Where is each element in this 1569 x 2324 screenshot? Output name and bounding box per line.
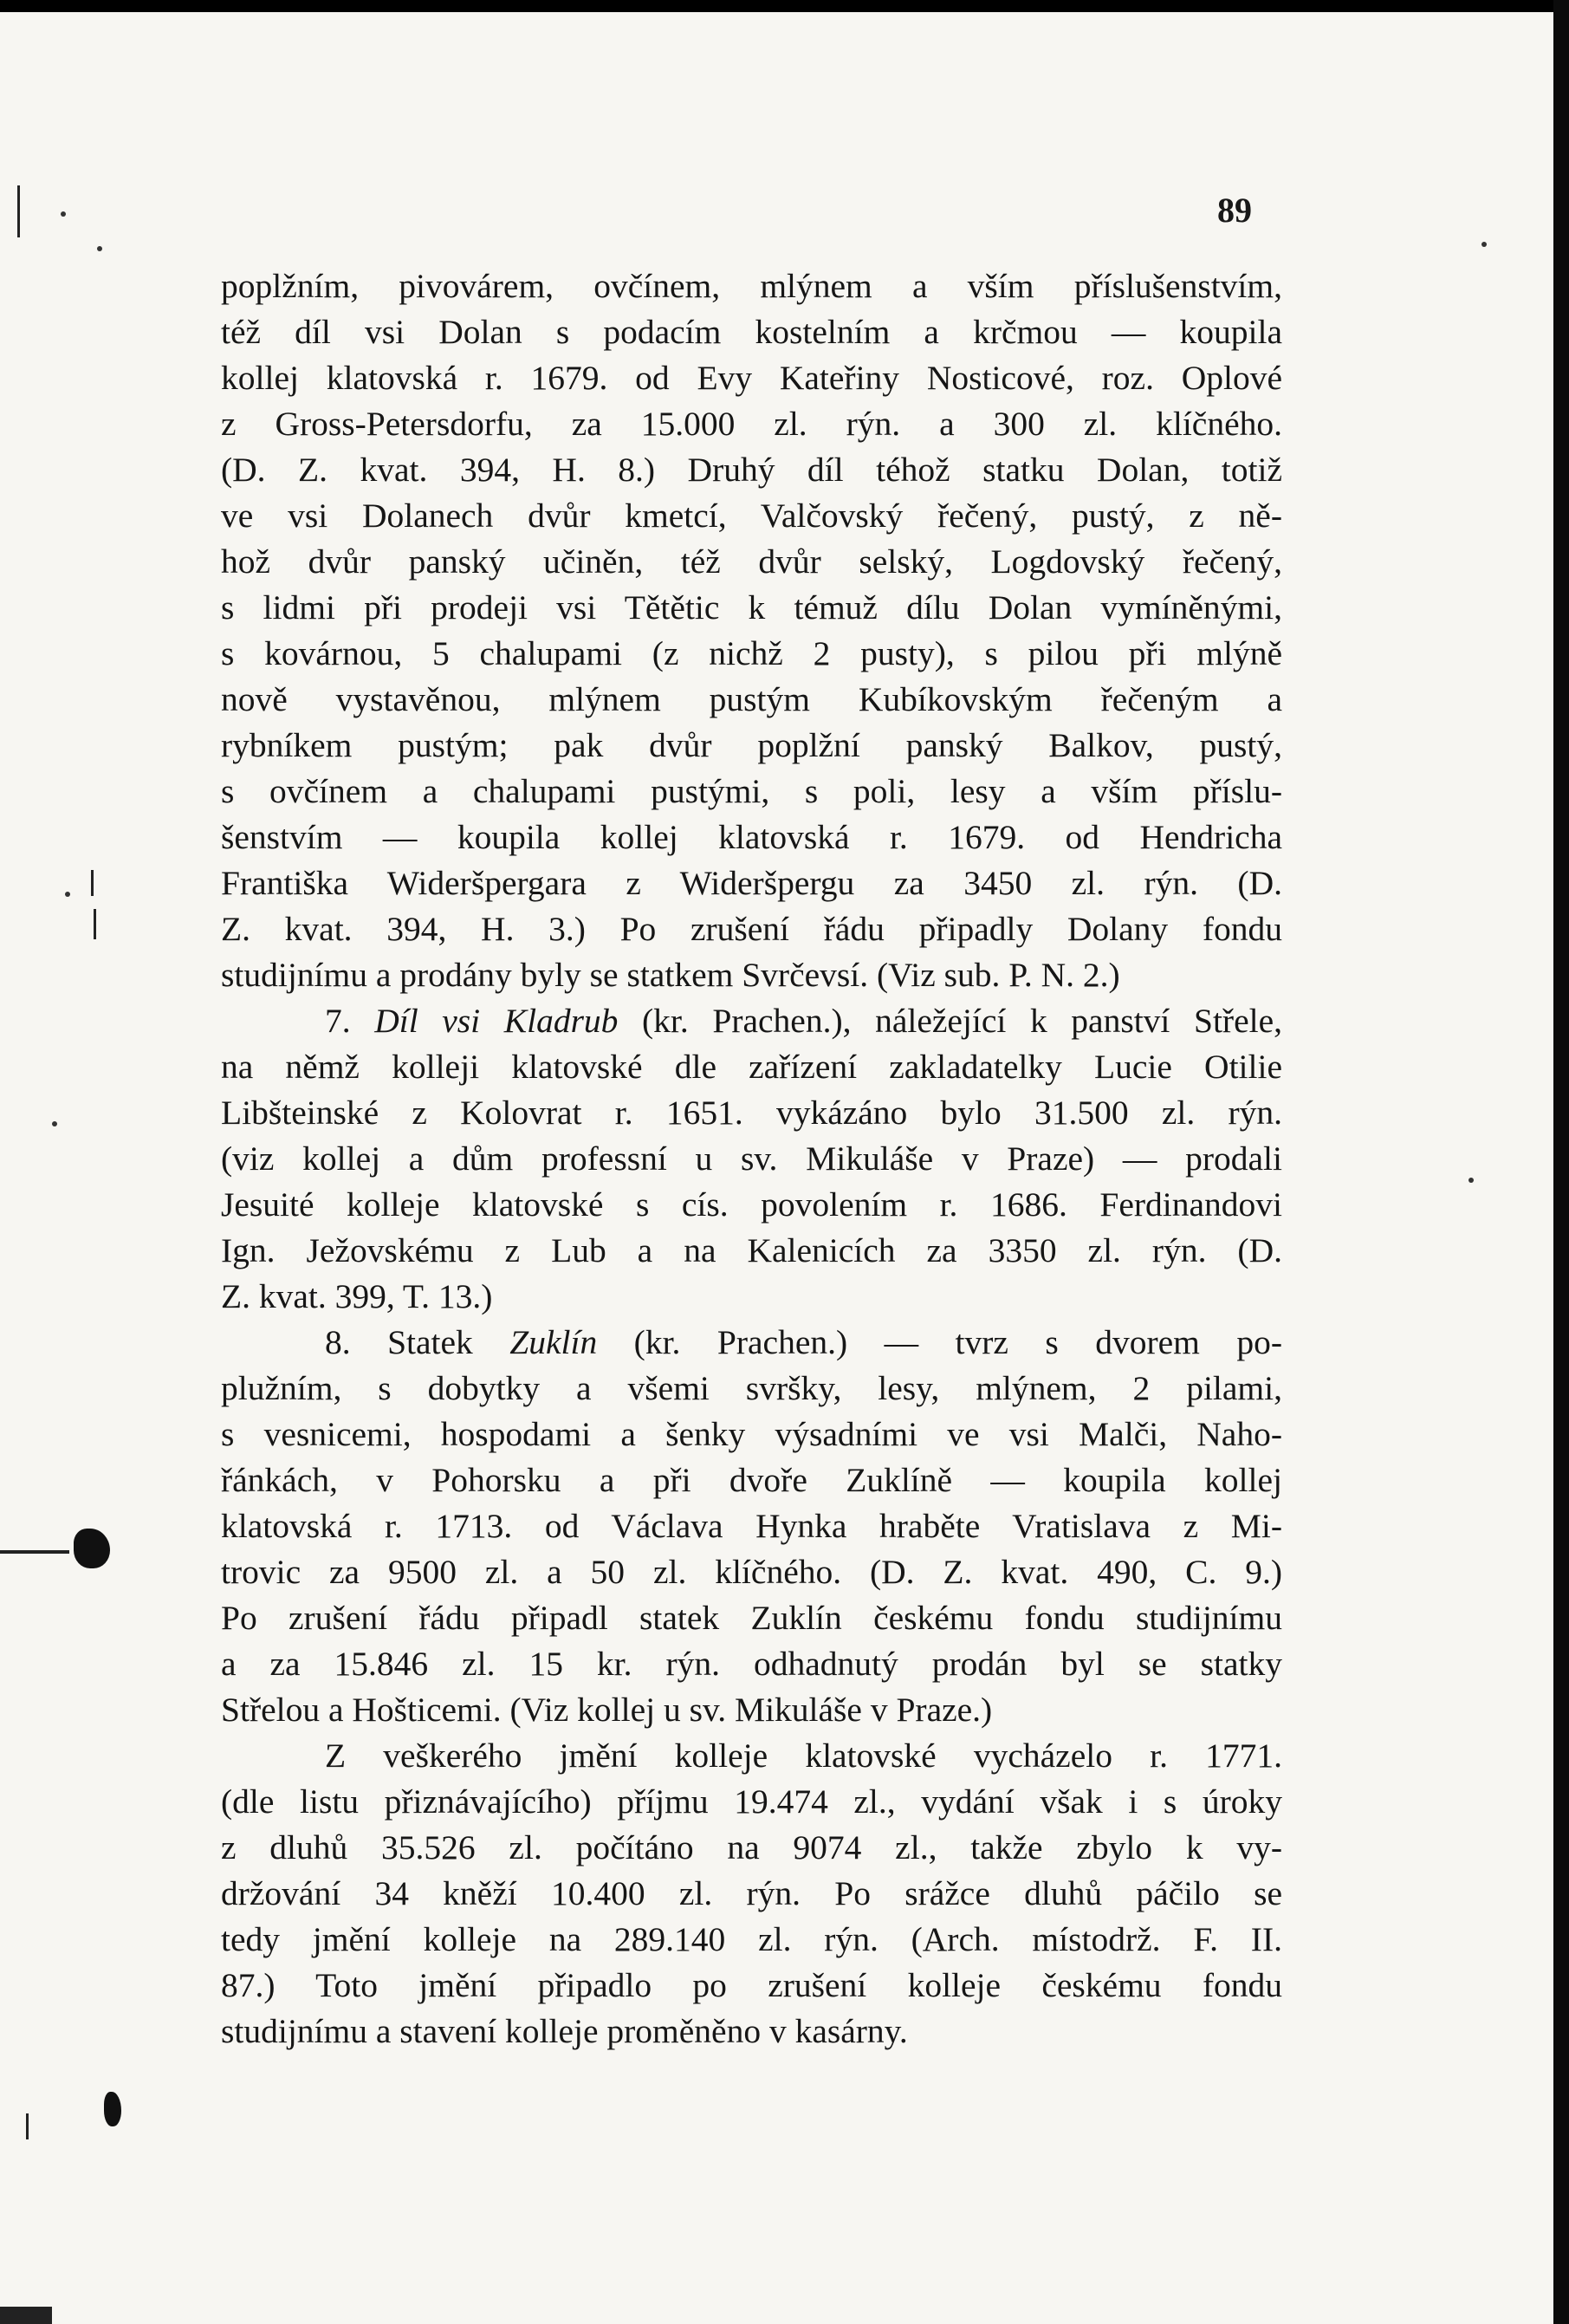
scan-mark [1481, 242, 1487, 247]
text-line-content: z Gross-Petersdorfu, za 15.000 zl. rýn. a 300 zl. klíčného. [221, 405, 1282, 443]
page-number: 89 [1217, 191, 1252, 230]
scan-mark [91, 870, 94, 896]
text-line [221, 355, 1282, 401]
text-line-content: Jesuité kolleje klatovské s cís. povolením r. 1686. Ferdinandovi [221, 1185, 1282, 1224]
text-line [221, 631, 1282, 677]
text-line-content: též díl vsi Dolan s podacím kostelním a krčmou — koupila [221, 313, 1282, 351]
text-line [221, 1090, 1282, 1136]
text-line-content: nově vystavěnou, mlýnem pustým Kubíkovským řečeným a [221, 680, 1282, 718]
text-line [221, 1733, 1282, 1779]
text-line [221, 1963, 1282, 2009]
scan-mark [1469, 1178, 1474, 1183]
text-line [221, 263, 1282, 309]
text-line-content: s vesnicemi, hospodami a šenky výsadními ve vsi Malči, Naho- [221, 1415, 1282, 1453]
text-line-content: držování 34 kněží 10.400 zl. rýn. Po srážce dluhů páčilo se [221, 1874, 1282, 1912]
text-line [221, 1228, 1282, 1274]
text-line-content: (kr. Prachen.) — tvrz s dvorem po- [597, 1323, 1282, 1361]
text-line-content: z dluhů 35.526 zl. počítáno na 9074 zl., takže zbylo k vy- [221, 1828, 1282, 1866]
text-line-content: studijnímu a stavení kolleje proměněno v kasárny. [221, 2012, 908, 2050]
text-line-content: s ovčínem a chalupami pustými, s poli, lesy a vším příslu- [221, 772, 1282, 810]
text-line-content: rybníkem pustým; pak dvůr poplžní panský Balkov, pustý, [221, 726, 1282, 764]
scan-mark [26, 2113, 29, 2139]
text-line-content: Střelou a Hošticemi. (Viz kollej u sv. Mikuláše v Praze.) [221, 1691, 993, 1729]
text-line [221, 1366, 1282, 1412]
body-text [221, 263, 1282, 2055]
text-line-content: Ign. Ježovskému z Lub a na Kalenicích za 3350 zl. rýn. (D. [221, 1231, 1282, 1269]
text-line-content: a za 15.846 zl. 15 kr. rýn. odhadnutý prodán byl se statky [221, 1645, 1282, 1683]
text-line [221, 1457, 1282, 1503]
text-line [221, 1641, 1282, 1687]
book-page [0, 12, 1553, 2324]
text-line [221, 585, 1282, 631]
text-line [221, 998, 1282, 1044]
scan-mark [97, 246, 102, 251]
text-line [221, 447, 1282, 493]
place-name: Zuklín [509, 1323, 598, 1361]
text-line [221, 952, 1282, 998]
scan-mark [0, 1550, 69, 1554]
text-line [221, 1274, 1282, 1320]
text-line [221, 769, 1282, 815]
text-line-content: (dle listu přiznávajícího) příjmu 19.474 zl., vydání však i s úroky [221, 1782, 1282, 1821]
text-line-content: šenstvím — koupila kollej klatovská r. 1679. od Hendricha [221, 818, 1282, 856]
text-line [221, 2009, 1282, 2055]
text-line [221, 860, 1282, 906]
text-line-content: Z veškerého jmění kolleje klatovské vycházelo r. 1771. [325, 1737, 1282, 1775]
text-line-content: klatovská r. 1713. od Václava Hynka hraběte Vratislava z Mi- [221, 1507, 1282, 1545]
scan-mark [61, 211, 66, 217]
text-line-prefix: 7. [325, 1002, 375, 1040]
text-line [221, 1412, 1282, 1457]
scan-edge [1553, 0, 1569, 2324]
text-line-content: s lidmi při prodeji vsi Tětětic k témuž dílu Dolan vymíněnými, [221, 588, 1282, 626]
text-line [221, 493, 1282, 539]
scan-mark [104, 2092, 121, 2126]
text-line-content: plužním, s dobytky a všemi svršky, lesy, mlýnem, 2 pilami, [221, 1369, 1282, 1407]
text-line [221, 1136, 1282, 1182]
text-line-content: 87.) Toto jmění připadlo po zrušení kolleje českému fondu [221, 1966, 1282, 2004]
text-line [221, 1825, 1282, 1871]
text-line-content: trovic za 9500 zl. a 50 zl. klíčného. (D. Z. kvat. 490, C. 9.) [221, 1553, 1282, 1591]
place-name: Díl vsi Kladrub [374, 1002, 619, 1040]
scan-mark [52, 1121, 57, 1126]
text-line [221, 1917, 1282, 1963]
text-line [221, 1779, 1282, 1825]
text-line [221, 1182, 1282, 1228]
text-line-content: tedy jmění kolleje na 289.140 zl. rýn. (Arch. místodrž. F. II. [221, 1920, 1282, 1958]
text-line-content: poplžním, pivovárem, ovčínem, mlýnem a vším příslušenstvím, [221, 267, 1282, 305]
text-line [221, 677, 1282, 723]
text-line [221, 309, 1282, 355]
scan-mark [65, 892, 70, 897]
text-line [221, 1549, 1282, 1595]
text-line [221, 1595, 1282, 1641]
text-line-content: hož dvůr panský učiněn, též dvůr selský, Logdovský řečený, [221, 542, 1282, 581]
text-line-content: Po zrušení řádu připadl statek Zuklín českému fondu studijnímu [221, 1599, 1282, 1637]
scan-mark [0, 2307, 52, 2324]
text-line [221, 1044, 1282, 1090]
text-line-content: kollej klatovská r. 1679. od Evy Kateřiny Nosticové, roz. Oplové [221, 359, 1282, 397]
text-line [221, 1871, 1282, 1917]
text-line-content: ve vsi Dolanech dvůr kmetcí, Valčovský řečený, pustý, z ně- [221, 497, 1282, 535]
text-line [221, 401, 1282, 447]
scan-mark [74, 1529, 110, 1568]
text-line-content: (viz kollej a dům professní u sv. Mikuláše v Praze) — prodali [221, 1139, 1282, 1178]
scan-mark [17, 185, 20, 237]
scan-mark [94, 909, 96, 939]
text-line [221, 906, 1282, 952]
text-line-content: Z. kvat. 394, H. 3.) Po zrušení řádu připadly Dolany fondu [221, 910, 1282, 948]
text-line-content: řánkách, v Pohorsku a při dvoře Zuklíně — koupila kollej [221, 1461, 1282, 1499]
text-line-content: (D. Z. kvat. 394, H. 8.) Druhý díl téhož statku Dolan, totiž [221, 451, 1282, 489]
text-line-content: na němž kolleji klatovské dle zařízení zakladatelky Lucie Otilie [221, 1048, 1282, 1086]
text-line-content: s kovárnou, 5 chalupami (z nichž 2 pusty), s pilou při mlýně [221, 634, 1282, 672]
text-line-prefix: 8. Statek [325, 1323, 510, 1361]
text-line-content: (kr. Prachen.), náležející k panství Střele, [618, 1002, 1283, 1040]
text-line-content: Z. kvat. 399, T. 13.) [221, 1277, 493, 1315]
text-line-content: Libšteinské z Kolovrat r. 1651. vykázáno bylo 31.500 zl. rýn. [221, 1094, 1282, 1132]
text-line [221, 815, 1282, 860]
text-line [221, 1503, 1282, 1549]
text-line [221, 1687, 1282, 1733]
text-line-content: Františka Wideršpergara z Wideršpergu za 3450 zl. rýn. (D. [221, 864, 1282, 902]
text-line [221, 1320, 1282, 1366]
text-line-content: studijnímu a prodány byly se statkem Svrčevsí. (Viz sub. P. N. 2.) [221, 956, 1120, 994]
text-line [221, 723, 1282, 769]
text-line [221, 539, 1282, 585]
